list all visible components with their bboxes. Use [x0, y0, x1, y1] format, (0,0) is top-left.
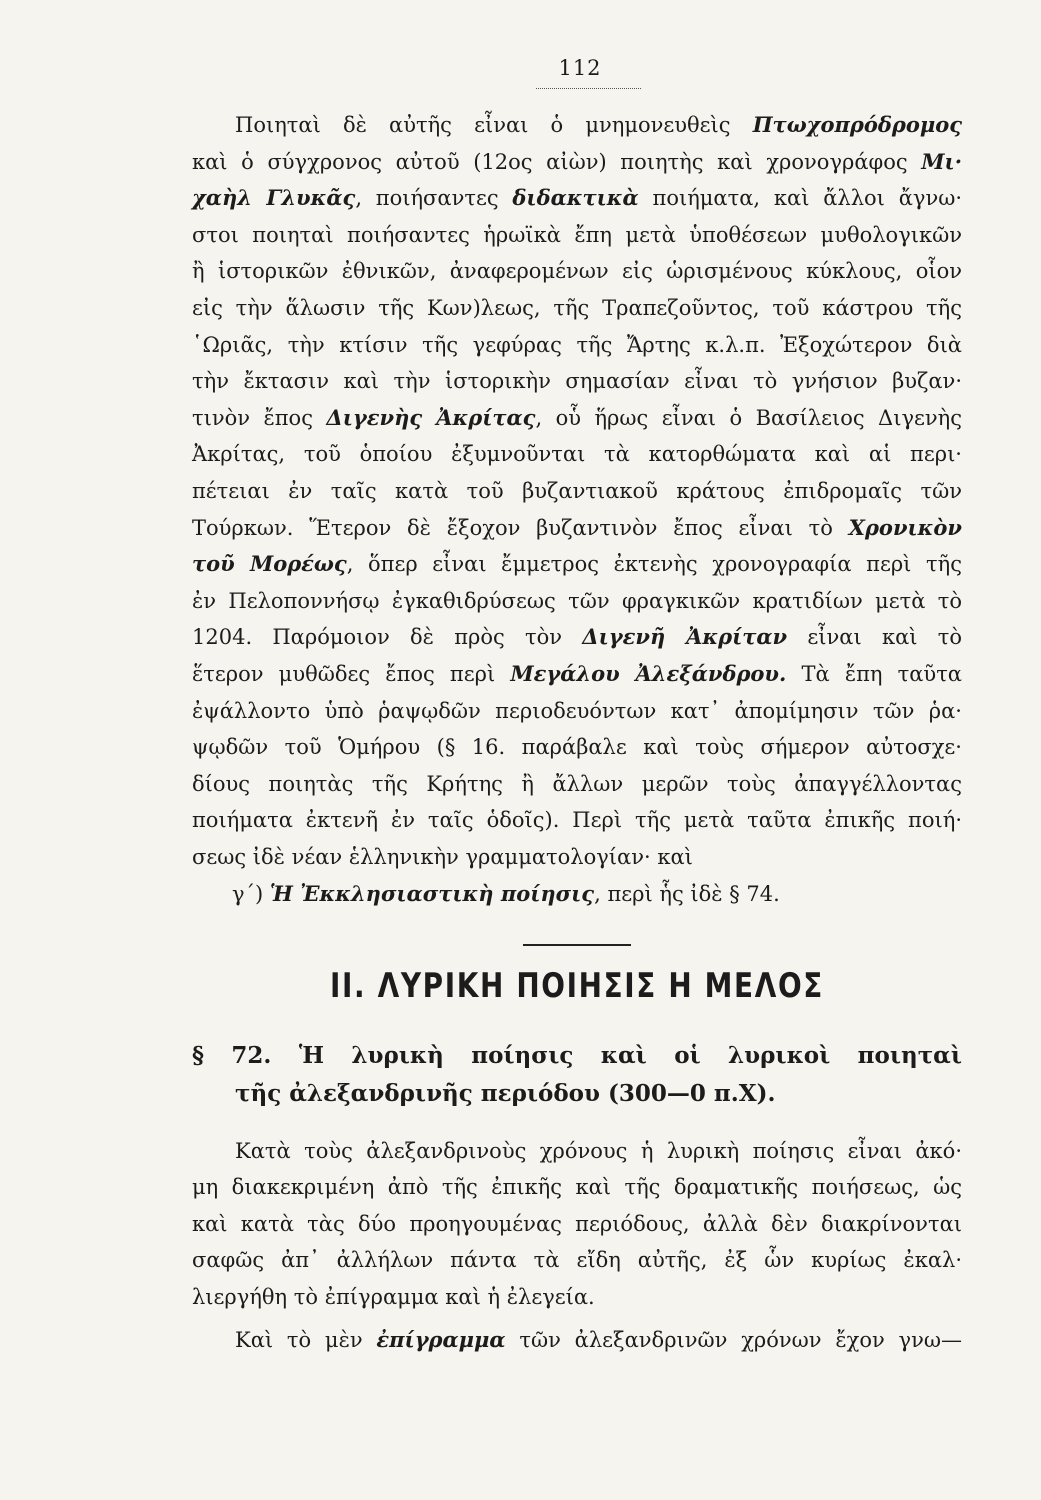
text-line	[192, 330, 962, 360]
section-heading-line-1: § 72. Ἡ λυρικὴ ποίησις καὶ οἱ λυρικοὶ ποιηταὶ	[192, 1042, 962, 1069]
text-line	[192, 293, 962, 323]
text-run: Καὶ τὸ μὲν	[235, 1328, 377, 1352]
text-line	[192, 659, 962, 689]
text-line	[235, 1136, 962, 1166]
section-divider	[523, 944, 631, 946]
text-line	[192, 1245, 962, 1275]
text-run: στοι ποιηταὶ ποιήσαντες ἡρωϊκὰ ἔπη μετὰ ὑποθέσεων μυθολογικῶν	[192, 222, 962, 247]
text-line	[232, 879, 962, 909]
text-run: εἶναι καὶ τὸ	[787, 625, 962, 650]
text-line	[192, 403, 962, 433]
emphasized-term: Μι·	[921, 148, 962, 174]
text-run: Τὰ ἔπη ταῦτα	[786, 662, 962, 686]
text-run: Ποιηταὶ δὲ αὐτῆς εἶναι ὁ μνημονευθεὶς	[235, 113, 753, 137]
text-line	[192, 805, 962, 835]
emphasized-term: διδακτικὰ	[512, 185, 639, 211]
text-line	[192, 842, 962, 872]
text-line	[235, 110, 962, 140]
emphasized-term: Ἡ Ἐκκλησιαστικὴ ποίησις	[269, 880, 595, 906]
text-line	[235, 1325, 962, 1355]
emphasized-term: Διγενῆ Ἀκρίταν	[582, 624, 788, 650]
text-run: σεως ἰδὲ νέαν ἑλληνικὴν γραμματολογίαν· καὶ	[192, 845, 693, 869]
text-run: ἐψάλλοντο ὑπὸ ῥαψῳδῶν περιοδευόντων κατ᾽ ἀπομίμησιν τῶν ῥα·	[192, 698, 962, 723]
text-run: πέτειαι ἐν ταῖς κατὰ τοῦ βυζαντιακοῦ κράτους ἐπιδρομαῖς τῶν	[192, 479, 962, 503]
text-line	[192, 183, 962, 213]
text-run: τῶν ἀλεξανδρινῶν χρόνων ἔχον γνω—	[505, 1328, 962, 1352]
text-line	[192, 586, 962, 616]
text-line	[192, 256, 962, 286]
text-line	[192, 513, 962, 543]
emphasized-term: χαὴλ Γλυκᾶς	[192, 185, 356, 211]
text-run: ῾Ωριᾶς, τὴν κτίσιν τῆς γεφύρας τῆς Ἄρτης κ.λ.π. Ἐξοχώτερον διὰ	[192, 332, 962, 357]
text-run: σαφῶς ἀπ᾽ ἀλλήλων πάντα τὰ εἴδη αὐτῆς, ἐξ ὧν κυρίως ἐκαλ·	[192, 1248, 962, 1273]
emphasized-term: Χρονικὸν	[848, 514, 962, 540]
text-run: τινὸν ἔπος	[192, 405, 327, 430]
text-run: γ´)	[232, 881, 270, 906]
text-run: ποιήματα, καὶ ἄλλοι ἄγνω·	[638, 186, 963, 211]
text-run: εἰς τὴν ἅλωσιν τῆς Κων)λεως, τῆς Τραπεζοῦντος, τοῦ κάστρου τῆς	[192, 296, 962, 320]
text-run: Κατὰ τοὺς ἀλεξανδρινοὺς χρόνους ἡ λυρικὴ ποίησις εἶναι ἀκό·	[235, 1139, 962, 1163]
text-line	[192, 1172, 962, 1202]
text-run: , ποιήσαντες	[355, 186, 513, 211]
text-line	[192, 1209, 962, 1239]
page-number: 112	[558, 56, 602, 80]
text-run: Τούρκων. Ἕτερον δὲ ἔξοχον βυζαντινὸν ἔπος εἶναι τὸ	[192, 515, 849, 540]
text-run: Ἀκρίτας, τοῦ ὁποίου ἐξυμνοῦνται τὰ κατορθώματα καὶ αἱ περι·	[192, 442, 962, 467]
text-run: καὶ κατὰ τὰς δύο προηγουμένας περιόδους, ἀλλὰ δὲν διακρίνονται	[192, 1211, 962, 1236]
chapter-title: ΙΙ. ΛΥΡΙΚΗ ΠΟΙΗΣΙΣ Η ΜΕΛΟΣ	[330, 966, 824, 1006]
text-line	[192, 439, 962, 469]
text-line	[192, 476, 962, 506]
text-run: 1204. Παρόμοιον δὲ πρὸς τὸν	[192, 625, 583, 650]
emphasized-term: τοῦ Μορέως	[192, 551, 347, 577]
text-line	[192, 366, 962, 396]
text-run: ποιήματα ἐκτενῆ ἐν ταῖς ὁδοῖς). Περὶ τῆς μετὰ ταῦτα ἐπικῆς ποιή·	[192, 808, 962, 833]
text-run: ἕτερον μυθῶδες ἔπος περὶ	[192, 662, 511, 686]
page-number-rule	[536, 88, 641, 89]
text-line	[192, 549, 962, 579]
text-line	[192, 732, 962, 762]
emphasized-term: Πτωχοπρόδρομος	[752, 112, 962, 137]
text-run: ἐν Πελοποννήσῳ ἐγκαθιδρύσεως τῶν φραγκικῶν κρατιδίων μετὰ τὸ	[192, 588, 962, 613]
text-line	[192, 147, 962, 177]
text-run: καὶ ὁ σύγχρονος αὐτοῦ (12ος αἰὼν) ποιητὴς καὶ χρονογράφος	[192, 149, 922, 174]
text-run: μη διακεκριμένη ἀπὸ τῆς ἐπικῆς καὶ τῆς δραματικῆς ποιήσεως, ὡς	[192, 1175, 962, 1200]
text-line	[192, 220, 962, 250]
text-line	[192, 769, 962, 799]
emphasized-term: ἐπίγραμμα	[376, 1327, 506, 1352]
text-line	[192, 622, 962, 652]
text-run: , ὅπερ εἶναι ἔμμετρος ἐκτενὴς χρονογραφία περὶ τῆς	[346, 552, 962, 577]
text-run: δίους ποιητὰς τῆς Κρήτης ἢ ἄλλων μερῶν τοὺς ἀπαγγέλλοντας	[192, 771, 962, 796]
text-run: λιεργήθη τὸ ἐπίγραμμα καὶ ἡ ἐλεγεία.	[192, 1284, 595, 1309]
section-heading-line-2: τῆς ἀλεξανδρινῆς περιόδου (300—0 π.Χ).	[235, 1080, 776, 1107]
emphasized-term: Μεγάλου Ἀλεξάνδρου.	[510, 661, 787, 686]
text-run: , οὗ ἥρως εἶναι ὁ Βασίλειος Διγενὴς	[535, 405, 962, 430]
emphasized-term: Διγενὴς Ἀκρίτας	[326, 404, 536, 430]
text-run: τὴν ἔκτασιν καὶ τὴν ἱστορικὴν σημασίαν εἶναι τὸ γνήσιον βυζαν·	[192, 369, 962, 394]
text-run: ψῳδῶν τοῦ Ὁμήρου (§ 16. παράβαλε καὶ τοὺς σήμερον αὐτοσχε·	[192, 735, 962, 760]
text-line	[192, 1282, 962, 1312]
text-run: ἢ ἱστορικῶν ἐθνικῶν, ἀναφερομένων εἰς ὡρισμένους κύκλους, οἷον	[192, 259, 962, 284]
text-run: , περὶ ἧς ἰδὲ § 74.	[594, 881, 780, 906]
text-line	[192, 696, 962, 726]
